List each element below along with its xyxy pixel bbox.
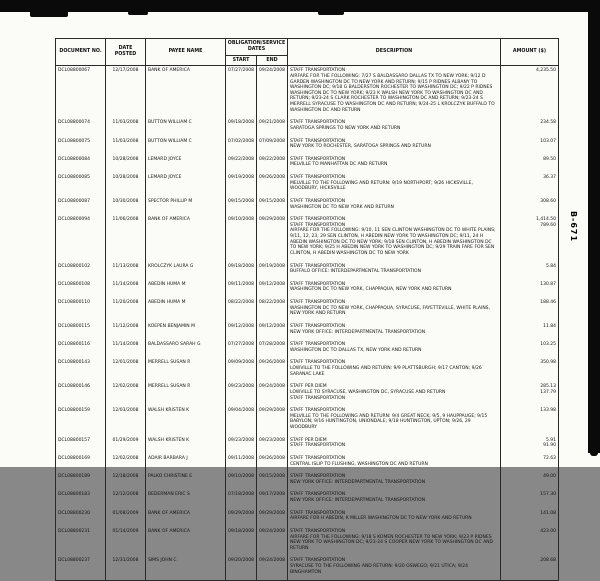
- description-cell: STAFF TRANSPORTATION SYRACUSE TO THE FOLLOWING AND RETURN: 9/20 OSWEGO; 9/21 UTICA; 9/24 BINGHAMTON: [288, 556, 501, 580]
- document-no-cell: DCL08800183: [56, 490, 106, 508]
- document-no-cell: DCL08800102: [56, 262, 106, 280]
- date-posted-cell: 12/12/2008: [106, 490, 146, 508]
- payee-name-cell: SIMS JOHN C: [146, 556, 226, 580]
- date-posted-cell: 11/14/2008: [106, 280, 146, 298]
- payee-name-cell: BANK OF AMERICA: [146, 215, 226, 261]
- description-cell: STAFF TRANSPORTATION MELVILLE TO THE FOLLOWING AND RETURN: 9/19 NORTHPORT; 9/26 HICKSVILLE, WOODBURY, HICKSVILLE: [288, 173, 501, 197]
- scan-border-right: [588, 0, 600, 453]
- document-no-cell: DCL08800237: [56, 556, 106, 580]
- amount-cell: 157.30: [501, 490, 559, 508]
- amount-cell: 234.58: [501, 118, 559, 136]
- expense-table-header: [56, 39, 559, 66]
- header-date-posted: DATE POSTED: [106, 39, 146, 66]
- table-row: [56, 173, 559, 197]
- start-date-cell: 07/27/2008: [226, 66, 257, 119]
- table-row: [56, 382, 559, 406]
- document-no-cell: DCL08800115: [56, 322, 106, 340]
- date-posted-cell: 10/28/2008: [106, 173, 146, 197]
- header-document-no: DOCUMENT NO.: [56, 39, 106, 66]
- date-posted-cell: 10/30/2008: [106, 197, 146, 215]
- date-posted-cell: 12/18/2008: [106, 472, 146, 490]
- scan-artifact: [128, 11, 148, 15]
- end-date-cell: 09/26/2008: [257, 173, 288, 197]
- document-no-cell: DCL08800159: [56, 406, 106, 436]
- payee-name-cell: KROLCZYK LAURA G: [146, 262, 226, 280]
- amount-cell: 1,414.50 789.60: [501, 215, 559, 261]
- description-cell: STAFF TRANSPORTATION WASHINGTON DC TO NEW YORK, CHAPPAQUA, NEW YORK AND RETURN: [288, 280, 501, 298]
- date-posted-cell: 01/08/2009: [106, 509, 146, 527]
- date-posted-cell: 12/31/2008: [106, 556, 146, 580]
- payee-name-cell: KOEPEN BENJAMIN M: [146, 322, 226, 340]
- table-row: [56, 340, 559, 358]
- payee-name-cell: ABEDIN HUMA M: [146, 298, 226, 322]
- description-cell: STAFF TRANSPORTATION SARATOGA SPRINGS TO NEW YORK AND RETURN: [288, 118, 501, 136]
- document-no-cell: DCL08800094: [56, 215, 106, 261]
- end-date-cell: 09/17/2008: [257, 490, 288, 508]
- start-date-cell: 09/12/2008: [226, 322, 257, 340]
- start-date-cell: 09/18/2008: [226, 527, 257, 557]
- start-date-cell: 09/09/2008: [226, 358, 257, 382]
- description-cell: STAFF TRANSPORTATION STAFF TRANSPORTATION AIRFARE FOR THE FOLLOWING: 9/10, 11 SEN CLINTON WASHINGTON DC TO WHITE PLAINS; 9/11, 12, 23, 29 SEN CLINTON, H ABEDIN NEW YORK TO WASHINGTON DC; 9/11, 24 H ABEDIN WASHINGTON DC TO NEW YORK; 9/18 SEN CLINTON, H ABEDIN WASHINGTON DC TO NEW YORK; 9/25 H ABEDIN NEW YORK TO WASHINGTON DC; 9/29 TRAIN FARE FOR SEN CLINTON, H ABEDIN WASHINGTON DC TO NEW YORK: [288, 215, 501, 261]
- description-cell: STAFF TRANSPORTATION AIRFARE FOR H ABEDIN, K MILLER WASHINGTON DC TO NEW YORK AND RETURN: [288, 509, 501, 527]
- amount-cell: 285.13 137.79: [501, 382, 559, 406]
- table-row: [56, 137, 559, 155]
- payee-name-cell: BUTTON WILLIAM C: [146, 118, 226, 136]
- start-date-cell: 09/11/2008: [226, 280, 257, 298]
- table-row: [56, 527, 559, 557]
- document-no-cell: DCL08800157: [56, 436, 106, 454]
- amount-cell: 141.08: [501, 509, 559, 527]
- table-row: [56, 322, 559, 340]
- amount-cell: 5.84: [501, 262, 559, 280]
- document-no-cell: DCL08800146: [56, 382, 106, 406]
- start-date-cell: 09/04/2008: [226, 406, 257, 436]
- amount-cell: 103.25: [501, 340, 559, 358]
- document-no-cell: DCL08800087: [56, 197, 106, 215]
- header-amount: AMOUNT ($): [501, 39, 559, 66]
- end-date-cell: 09/24/2008: [257, 527, 288, 557]
- header-payee-name: PAYEE NAME: [146, 39, 226, 66]
- description-cell: STAFF TRANSPORTATION BUFFALO OFFICE: INTERDEPARTMENTAL TRANSPORTATION: [288, 262, 501, 280]
- start-date-cell: 08/22/2008: [226, 298, 257, 322]
- date-posted-cell: 11/03/2008: [106, 118, 146, 136]
- amount-cell: 4,235.50: [501, 66, 559, 119]
- end-date-cell: 07/28/2008: [257, 340, 288, 358]
- end-date-cell: 07/09/2008: [257, 137, 288, 155]
- table-row: [56, 66, 559, 119]
- description-cell: STAFF TRANSPORTATION NEW YORK OFFICE: INTERDEPARTMENTAL TRANSPORTATION: [288, 490, 501, 508]
- expense-table-body: [56, 66, 559, 581]
- document-no-cell: DCL08800116: [56, 340, 106, 358]
- end-date-cell: 09/26/2008: [257, 454, 288, 472]
- end-date-cell: 09/23/2008: [257, 436, 288, 454]
- start-date-cell: 07/18/2008: [226, 490, 257, 508]
- date-posted-cell: 11/20/2008: [106, 298, 146, 322]
- start-date-cell: 09/11/2008: [226, 454, 257, 472]
- amount-cell: 89.50: [501, 155, 559, 173]
- date-posted-cell: 01/29/2009: [106, 436, 146, 454]
- payee-name-cell: ABEDIN HUMA M: [146, 280, 226, 298]
- start-date-cell: 09/23/2008: [226, 436, 257, 454]
- date-posted-cell: 12/01/2008: [106, 358, 146, 382]
- table-row: [56, 556, 559, 580]
- payee-name-cell: LEMARD JOYCE: [146, 173, 226, 197]
- date-posted-cell: 12/03/2008: [106, 406, 146, 436]
- start-date-cell: 09/29/2008: [226, 509, 257, 527]
- amount-cell: 188.46: [501, 298, 559, 322]
- header-description: DESCRIPTION: [288, 39, 501, 66]
- amount-cell: 72.63: [501, 454, 559, 472]
- description-cell: STAFF TRANSPORTATION NEW YORK OFFICE: INTERDEPARTMENTAL TRANSPORTATION: [288, 472, 501, 490]
- table-row: [56, 155, 559, 173]
- scan-artifact: [318, 10, 344, 15]
- end-date-cell: 09/21/2008: [257, 118, 288, 136]
- payee-name-cell: MERRELL SUSAN R: [146, 382, 226, 406]
- expense-table: [55, 38, 559, 581]
- document-no-cell: DCL08800085: [56, 173, 106, 197]
- end-date-cell: 09/29/2008: [257, 509, 288, 527]
- start-date-cell: 07/02/2008: [226, 137, 257, 155]
- start-date-cell: 09/10/2008: [226, 215, 257, 261]
- start-date-cell: 09/19/2008: [226, 173, 257, 197]
- date-posted-cell: 11/03/2008: [106, 137, 146, 155]
- end-date-cell: 09/24/2008: [257, 382, 288, 406]
- payee-name-cell: BANK OF AMERICA: [146, 509, 226, 527]
- scan-artifact: [590, 450, 598, 456]
- amount-cell: 11.84: [501, 322, 559, 340]
- scan-border-top: [0, 0, 600, 12]
- date-posted-cell: 11/13/2008: [106, 262, 146, 280]
- description-cell: STAFF TRANSPORTATION CENTRAL ISLIP TO FLUSHING, WASHINGTON DC AND RETURN: [288, 454, 501, 472]
- description-cell: STAFF PER DIEM STAFF TRANSPORTATION: [288, 436, 501, 454]
- end-date-cell: 09/26/2008: [257, 358, 288, 382]
- document-no-cell: DCL08800110: [56, 298, 106, 322]
- description-cell: STAFF TRANSPORTATION LOWVILLE TO THE FOLLOWING AND RETURN: 9/9 PLATTSBURGH; 9/17 CANTON; 9/26 SARANAC LAKE: [288, 358, 501, 382]
- end-date-cell: 09/19/2008: [257, 262, 288, 280]
- table-row: [56, 280, 559, 298]
- document-no-cell: DCL08800108: [56, 280, 106, 298]
- document-no-cell: DCL08800067: [56, 66, 106, 119]
- document-no-cell: DCL08800231: [56, 527, 106, 557]
- table-row: [56, 298, 559, 322]
- end-date-cell: 09/22/2008: [257, 155, 288, 173]
- table-row: [56, 358, 559, 382]
- start-date-cell: 09/10/2008: [226, 472, 257, 490]
- document-no-cell: DCL08800189: [56, 472, 106, 490]
- description-cell: STAFF TRANSPORTATION AIRFARE FOR THE FOLLOWING: 7/27 S BALDASSARO DALLAS TX TO NEW YORK; 9/12 D GARDEN WASHINGTON DC TO NEW YORK AND RETURN; 9/15 P RIDNES ALBANY TO WASHINGTON DC; 9/18 G BALDERSTON ROCHESTER TO WASHINGTON DC; 9/22 P RIDNES WASHINGTON DC TO NEW YORK; 9/23 K WALSH NEW YORK TO WASHINGTON DC AND RETURN; 9/23-24 S CLARK ROCHESTER TO WASHINGTON DC AND RETURN; 9/23-24 S MERRELL SYRACUSE TO WASHINGTON DC AND RETURN; 9/24-25 L KROLCZYK BUFFALO TO WASHINGTON DC AND RETURN: [288, 66, 501, 119]
- end-date-cell: 09/12/2008: [257, 280, 288, 298]
- end-date-cell: 09/15/2008: [257, 197, 288, 215]
- document-no-cell: DCL08800074: [56, 118, 106, 136]
- table-row: [56, 262, 559, 280]
- date-posted-cell: 11/12/2008: [106, 322, 146, 340]
- document-no-cell: DCL08800230: [56, 509, 106, 527]
- end-date-cell: 09/24/2008: [257, 66, 288, 119]
- amount-cell: 36.37: [501, 173, 559, 197]
- table-row: [56, 197, 559, 215]
- table-row: [56, 454, 559, 472]
- date-posted-cell: 12/02/2008: [106, 382, 146, 406]
- payee-name-cell: BANK OF AMERICA: [146, 66, 226, 119]
- start-date-cell: 09/23/2008: [226, 382, 257, 406]
- start-date-cell: 07/27/2008: [226, 340, 257, 358]
- date-posted-cell: 11/06/2008: [106, 215, 146, 261]
- description-cell: STAFF TRANSPORTATION NEW YORK OFFICE: INTERDEPARTMENTAL TRANSPORTATION: [288, 322, 501, 340]
- header-start-date: START: [226, 55, 257, 66]
- header-obligation-dates: OBLIGATION/SERVICE DATES: [226, 39, 288, 56]
- header-end-date: END: [257, 55, 288, 66]
- amount-cell: 103.07: [501, 137, 559, 155]
- date-posted-cell: 11/14/2008: [106, 340, 146, 358]
- end-date-cell: 09/12/2008: [257, 322, 288, 340]
- date-posted-cell: 01/14/2009: [106, 527, 146, 557]
- payee-name-cell: BEDERMAN ERIC S: [146, 490, 226, 508]
- description-cell: STAFF TRANSPORTATION NEW YORK TO ROCHESTER, SARATOGA SPRINGS AND RETURN: [288, 137, 501, 155]
- table-row: [56, 490, 559, 508]
- amount-cell: 423.00: [501, 527, 559, 557]
- end-date-cell: 09/24/2008: [257, 556, 288, 580]
- description-cell: STAFF TRANSPORTATION WASHINGTON DC TO DALLAS TX, NEW YORK AND RETURN: [288, 340, 501, 358]
- document-no-cell: DCL08800169: [56, 454, 106, 472]
- start-date-cell: 09/18/2008: [226, 262, 257, 280]
- amount-cell: 208.68: [501, 556, 559, 580]
- payee-name-cell: PALKO CHRISTINE E: [146, 472, 226, 490]
- table-row: [56, 509, 559, 527]
- start-date-cell: 09/18/2008: [226, 118, 257, 136]
- description-cell: STAFF TRANSPORTATION WASHINGTON DC TO NEW YORK, CHAPPAQUA, SYRACUSE, FAYETTEVILLE, WHITE PLAINS, NEW YORK AND RETURN: [288, 298, 501, 322]
- scan-artifact: [30, 10, 68, 17]
- description-cell: STAFF TRANSPORTATION WASHINGTON DC TO NEW YORK AND RETURN: [288, 197, 501, 215]
- date-posted-cell: 12/17/2008: [106, 66, 146, 119]
- document-no-cell: DCL08800084: [56, 155, 106, 173]
- start-date-cell: 09/22/2008: [226, 155, 257, 173]
- table-row: [56, 118, 559, 136]
- table-row: [56, 215, 559, 261]
- page-number-label: B-671: [568, 210, 578, 243]
- payee-name-cell: BANK OF AMERICA: [146, 527, 226, 557]
- amount-cell: 130.87: [501, 280, 559, 298]
- start-date-cell: 09/15/2008: [226, 197, 257, 215]
- description-cell: STAFF TRANSPORTATION MELVILLE TO THE FOLLOWING AND RETURN: 9/4 GREAT NECK; 9/5, 9 HAUPPAUGE; 9/15 BABYLON; 9/16 HUNTINGTON, UNIONDALE; 9/18 HUNTINGTON, UPTON; 9/26, 29 WOODBURY: [288, 406, 501, 436]
- amount-cell: 5.91 91.90: [501, 436, 559, 454]
- table-row: [56, 406, 559, 436]
- payee-name-cell: ADAIR BARBARA J: [146, 454, 226, 472]
- payee-name-cell: WALSH KRISTEN K: [146, 436, 226, 454]
- date-posted-cell: 12/02/2008: [106, 454, 146, 472]
- payee-name-cell: BALDASSARO SARAH G: [146, 340, 226, 358]
- document-no-cell: DCL08800143: [56, 358, 106, 382]
- description-cell: STAFF PER DIEM LOWVILLE TO SYRACUSE, WASHINGTON DC, SYRACUSE AND RETURN STAFF TRANSPORTATION: [288, 382, 501, 406]
- table-row: [56, 436, 559, 454]
- start-date-cell: 09/20/2008: [226, 556, 257, 580]
- date-posted-cell: 10/28/2008: [106, 155, 146, 173]
- payee-name-cell: BUTTON WILLIAM C: [146, 137, 226, 155]
- end-date-cell: 09/29/2008: [257, 215, 288, 261]
- description-cell: STAFF TRANSPORTATION AIRFARE FOR THE FOLLOWING: 9/18 S KOMEN ROCHESTER TO NEW YORK; 9/23 P RIDNES NEW YORK TO WASHINGTON DC; 9/23-24 S COOPER NEW YORK TO WASHINGTON DC AND RETURN: [288, 527, 501, 557]
- payee-name-cell: SPECTOR PHILLIP M: [146, 197, 226, 215]
- table-row: [56, 472, 559, 490]
- payee-name-cell: LEMARD JOYCE: [146, 155, 226, 173]
- amount-cell: 133.98: [501, 406, 559, 436]
- payee-name-cell: WALSH KRISTEN K: [146, 406, 226, 436]
- amount-cell: 308.60: [501, 197, 559, 215]
- end-date-cell: 08/22/2008: [257, 298, 288, 322]
- amount-cell: 350.98: [501, 358, 559, 382]
- end-date-cell: 09/29/2008: [257, 406, 288, 436]
- amount-cell: 49.00: [501, 472, 559, 490]
- payee-name-cell: MERRELL SUSAN R: [146, 358, 226, 382]
- end-date-cell: 09/15/2008: [257, 472, 288, 490]
- document-no-cell: DCL08800075: [56, 137, 106, 155]
- description-cell: STAFF TRANSPORTATION MELVILLE TO MANHATTAN DC AND RETURN: [288, 155, 501, 173]
